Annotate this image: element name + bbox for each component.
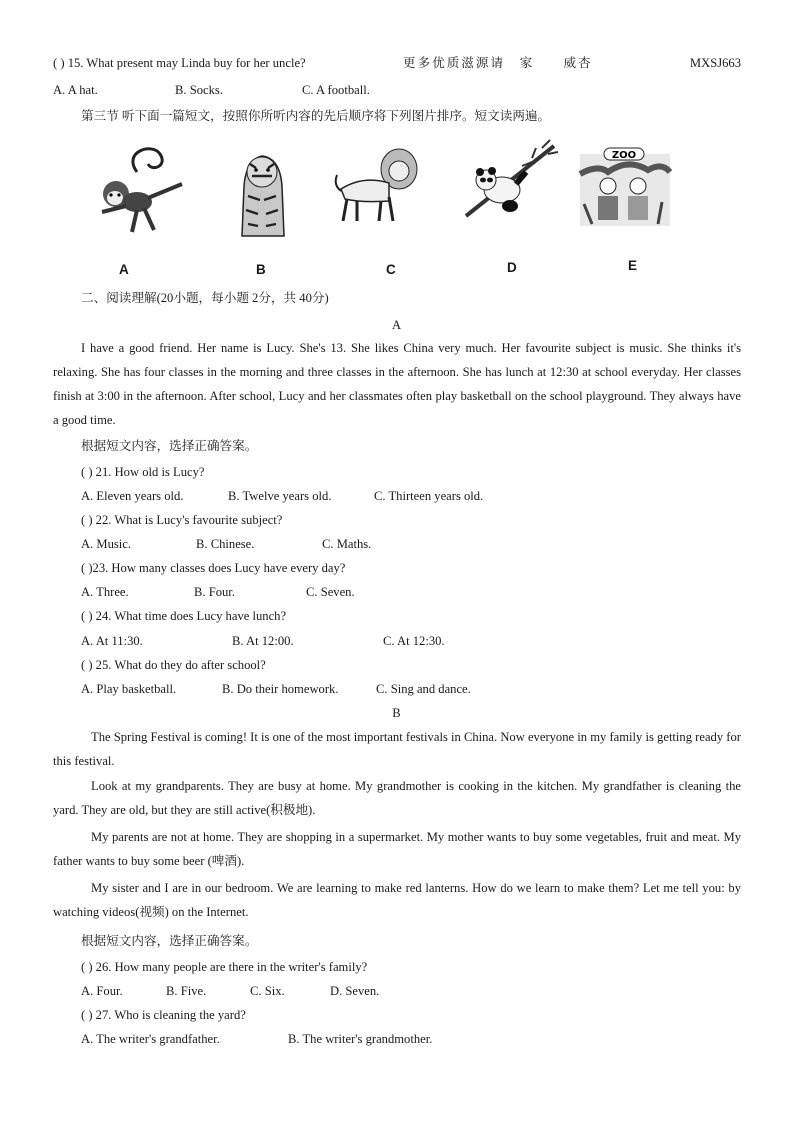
q23-option-a: A. Three.: [81, 585, 129, 599]
q26-option-a: A. Four.: [81, 984, 123, 998]
watermark-text: 更多优质滋源请 家 威杏: [402, 56, 593, 70]
q24-option-c: C. At 12:30.: [383, 634, 445, 648]
picture-d: [462, 138, 558, 230]
passage-b-paragraph-1: The Spring Festival is coming! It is one of the most important festivals in China. Now everyone in my family is getting ready for this festival.: [53, 730, 741, 768]
q24-option-a: A. At 11:30.: [81, 634, 143, 648]
passage-b-paragraph-4: My sister and I are in our bedroom. We are learning to make red lanterns. How do we learn to make them? Let me tell you: by watching videos(视频) on the Internet.: [53, 881, 741, 919]
picture-label-e: E: [628, 258, 638, 273]
lion-icon: [333, 145, 423, 225]
question-15-row: [53, 55, 741, 71]
q15-option-c: C. A football.: [302, 83, 370, 97]
passage-a-title: A: [391, 318, 402, 332]
question-15-text: ( ) 15. What present may Linda buy for her uncle?: [53, 56, 306, 70]
picture-c: [333, 145, 423, 225]
question-25: ( ) 25. What do they do after school?: [81, 658, 266, 672]
picture-b: [222, 146, 300, 240]
q21-option-a: A. Eleven years old.: [81, 489, 184, 503]
question-24: ( ) 24. What time does Lucy have lunch?: [81, 609, 287, 623]
q26-option-d: D. Seven.: [330, 984, 380, 998]
zoo-kids-icon: [578, 144, 672, 228]
panda-icon: [462, 138, 558, 230]
q15-option-a: A. A hat.: [53, 83, 98, 97]
passage-b-instruction: 根据短文内容，选择正确答案。: [81, 934, 258, 948]
q22-option-a: A. Music.: [81, 537, 132, 551]
picture-label-b: B: [256, 262, 266, 277]
question-22: ( ) 22. What is Lucy's favourite subject?: [81, 513, 283, 527]
picture-e: [578, 144, 672, 228]
passage-b-title: B: [392, 706, 401, 720]
q23-option-c: C. Seven.: [306, 585, 355, 599]
monkey-icon: [82, 142, 188, 238]
q23-option-b: B. Four.: [194, 585, 235, 599]
passage-a-text: I have a good friend. Her name is Lucy. She's 13. She likes China very much. Her favourite subject is music. She thinks it's relaxing. She has four classes in the morning and three classes in the afternoon. She has lunch at 12:30 at school everyday. Her classes finish at 3:00 in the afternoon. After school, Lucy and her classmates often play basketball on the school playground. They always have a good time.: [53, 341, 741, 427]
question-26: ( ) 26. How many people are there in the writer's family?: [81, 960, 368, 974]
q25-option-b: B. Do their homework.: [222, 682, 339, 696]
picture-label-d: D: [507, 260, 517, 275]
q25-option-a: A. Play basketball.: [81, 682, 177, 696]
q27-option-a: A. The writer's grandfather.: [81, 1032, 220, 1046]
question-21: ( ) 21. How old is Lucy?: [81, 465, 205, 479]
reading-heading: 二、阅读理解(20小题，每小题 2分，共 40分): [81, 291, 329, 305]
q27-option-b: B. The writer's grandmother.: [288, 1032, 433, 1046]
q15-option-b: B. Socks.: [175, 83, 223, 97]
question-23: ( )23. How many classes does Lucy have every day?: [81, 561, 346, 575]
passage-b-paragraph-3: My parents are not at home. They are shopping in a supermarket. My mother wants to buy some vegetables, fruit and meat. My father wants to buy some beer (啤酒).: [53, 830, 741, 868]
q26-option-b: B. Five.: [166, 984, 207, 998]
q24-option-b: B. At 12:00.: [232, 634, 294, 648]
q26-option-c: C. Six.: [250, 984, 285, 998]
code-text: MXSJ663: [689, 56, 741, 70]
passage-b-paragraph-2: Look at my grandparents. They are busy at home. My grandmother is cooking in the kitchen. My grandfather is cleaning the yard. They are old, but they are still active(积极地).: [53, 779, 741, 817]
q21-option-b: B. Twelve years old.: [228, 489, 332, 503]
tiger-icon: [222, 146, 300, 240]
picture-label-a: A: [119, 262, 129, 277]
section3-instruction: 第三节 听下面一篇短文，按照你所听内容的先后顺序将下列图片排序。短文读两遍。: [81, 109, 551, 123]
q21-option-c: C. Thirteen years old.: [374, 489, 484, 503]
q25-option-c: C. Sing and dance.: [376, 682, 471, 696]
picture-a: [82, 142, 188, 238]
passage-a-instruction: 根据短文内容，选择正确答案。: [81, 439, 258, 453]
picture-label-c: C: [386, 262, 396, 277]
zoo-sign-text: ZOO: [611, 150, 637, 161]
q22-option-c: C. Maths.: [322, 537, 372, 551]
q22-option-b: B. Chinese.: [196, 537, 255, 551]
question-27: ( ) 27. Who is cleaning the yard?: [81, 1008, 246, 1022]
